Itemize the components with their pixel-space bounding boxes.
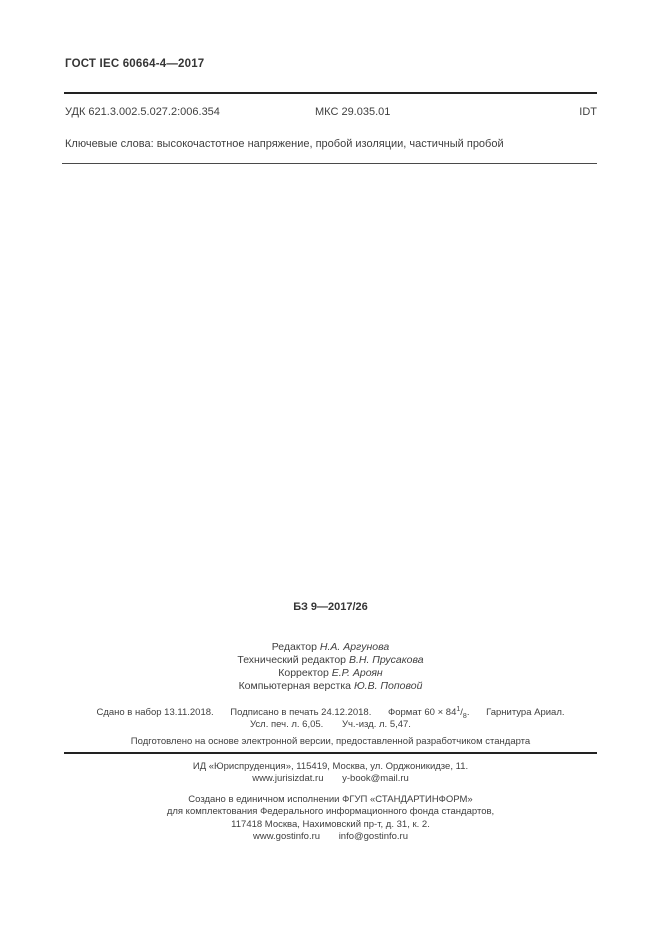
staff-line-layout [0, 680, 661, 693]
staff-role: Редактор [271, 641, 320, 653]
publisher-web-line-2 [0, 831, 661, 842]
udk-code: УДК 621.3.002.5.027.2:006.354 [65, 106, 220, 118]
keywords-line: Ключевые слова: высокочастотное напряжение, пробой изоляции, частичный пробой [65, 138, 504, 150]
prepared-note: Подготовлено на основе электронной версии, предоставленной разработчиком стандарта [130, 736, 531, 747]
paper-format [388, 706, 469, 720]
created-line-2: для комплектования Федерального информационного фонда стандартов, [166, 806, 495, 817]
top-divider-thick [64, 92, 597, 94]
classification-row [0, 106, 661, 120]
accounting-sheets: Уч.-изд. л. 5,47. [341, 719, 411, 730]
mks-code: МКС 29.035.01 [315, 106, 391, 118]
publisher-site-2: www.gostinfo.ru [252, 831, 321, 842]
staff-role: Технический редактор [237, 653, 349, 666]
publisher-email-2: info@gostinfo.ru [338, 831, 409, 842]
idt-label: IDT [579, 106, 597, 118]
staff-name: В.Н. Прусакова [348, 653, 424, 666]
typeface-note: Гарнитура Ариал. [486, 707, 565, 718]
staff-line-tech-editor [0, 654, 661, 667]
staff-name: Ю.В. Поповой [353, 679, 423, 692]
staff-line-corrector [0, 667, 661, 680]
imprint-line-2 [0, 719, 661, 730]
conventional-sheets: Усл. печ. л. 6,05. [250, 719, 324, 730]
set-date: Сдано в набор 13.11.2018. [96, 707, 214, 718]
publisher-id-line: ИД «Юриспруденция», 115419, Москва, ул. Орджоникидзе, 11. [192, 761, 469, 772]
publisher-email-1: y-book@mail.ru [342, 773, 409, 784]
keywords-divider-thin [62, 163, 597, 164]
print-date: Подписано в печать 24.12.2018. [230, 707, 372, 718]
staff-role: Корректор [278, 666, 332, 679]
staff-name: Н.А. Аргунова [319, 641, 390, 653]
publisher-site-1: www.jurisizdat.ru [252, 773, 324, 784]
staff-role: Компьютерная верстка [238, 679, 354, 692]
created-line-1: Создано в единичном исполнении ФГУП «СТАНДАРТИНФОРМ» [188, 794, 473, 805]
bottom-divider-thick [64, 752, 597, 754]
editorial-staff-block [0, 641, 661, 693]
format-period: . [466, 707, 470, 718]
standartinform-address: 117418 Москва, Нахимовский пр-т, д. 31, к. 2. [231, 819, 430, 830]
staff-name: Е.Р. Ароян [331, 666, 383, 679]
format-prefix: Формат 60 × 84 [388, 707, 457, 718]
format-slash: / [460, 707, 463, 718]
standard-number-title: ГОСТ IEC 60664-4—2017 [65, 58, 205, 70]
bz-issue-code: БЗ 9—2017/26 [293, 601, 368, 613]
format-numerator: 1 [456, 706, 461, 713]
staff-line-editor [0, 641, 661, 654]
format-denominator: 8 [462, 713, 467, 720]
publisher-web-line-1 [0, 773, 661, 784]
imprint-line-1 [0, 706, 661, 720]
